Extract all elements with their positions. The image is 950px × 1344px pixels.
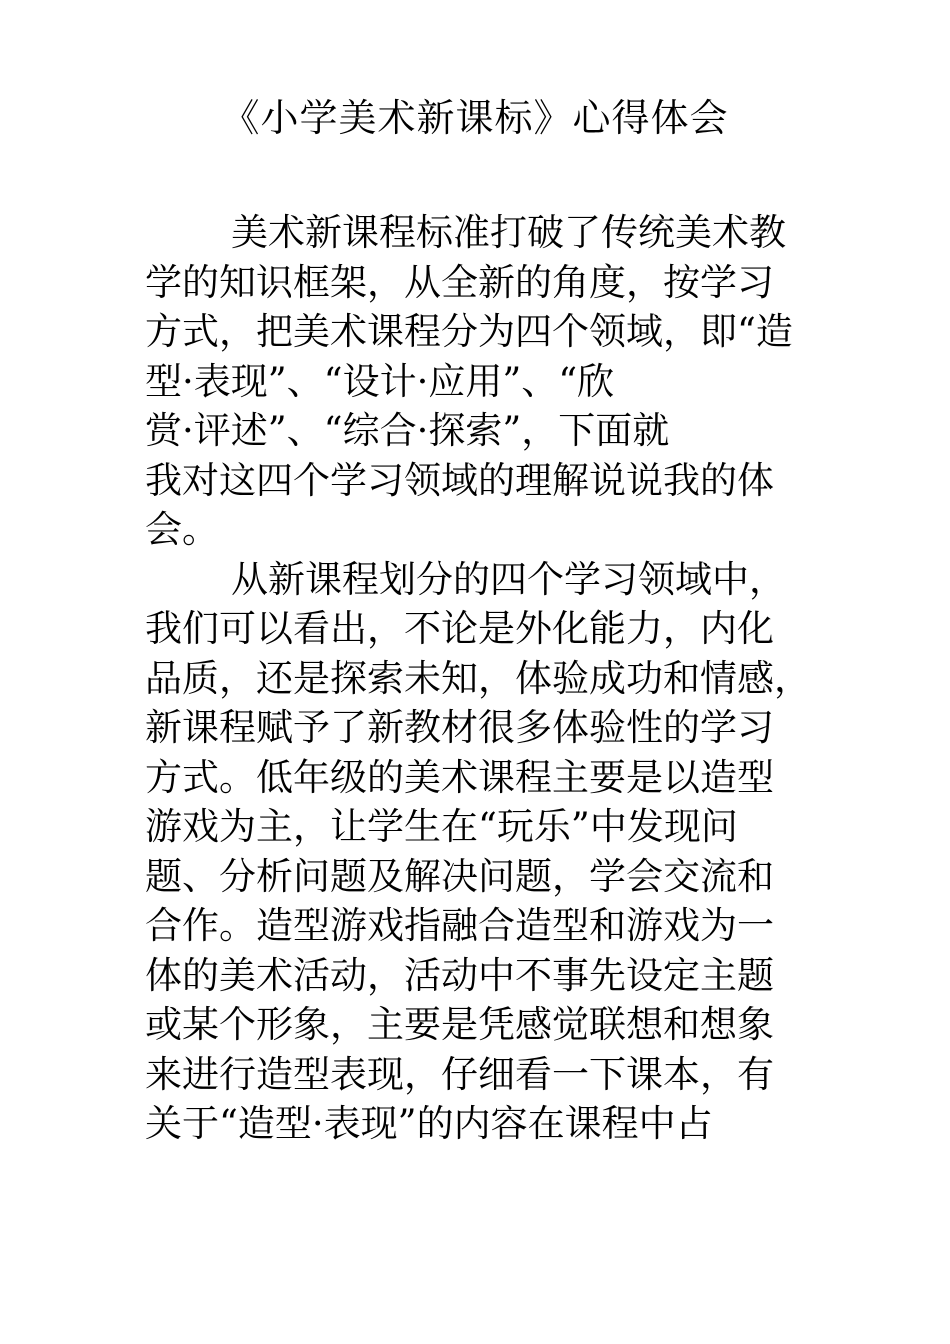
paragraph-line: 我对这四个学习领域的理解说说我的体: [145, 458, 774, 502]
paragraph-line: 学的知识框架，从全新的角度，按学习: [145, 260, 774, 304]
paragraph-1: [145, 208, 805, 555]
paragraph-line: 关于“造型·表现”的内容在课程中占: [145, 1102, 713, 1145]
paragraph-line: 合作。造型游戏指融合造型和游戏为一: [145, 904, 774, 947]
paragraph-line: 方式。低年级的美术课程主要是以造型: [145, 755, 774, 799]
paragraph-line: 品质，还是探索未知，体验成功和情感，: [145, 656, 811, 700]
paragraph-line: 赏·评述”、“综合·探索”，下面就: [145, 409, 670, 452]
paragraph-line: 会。: [145, 508, 219, 551]
paragraph-line: 从新课程划分的四个学习领域中，: [231, 557, 786, 601]
paragraph-line: 型·表现”、“设计·应用”、“欣: [145, 359, 615, 403]
paragraph-line: 题、分析问题及解决问题，学会交流和: [145, 854, 774, 898]
paragraph-line: 体的美术活动，活动中不事先设定主题: [145, 953, 774, 997]
paragraph-line: 来进行造型表现，仔细看一下课本，有: [145, 1052, 774, 1096]
paragraph-line: 方式，把美术课程分为四个领域，即“造: [145, 310, 793, 353]
document-body: [145, 208, 811, 1149]
paragraph-2: [145, 555, 811, 1149]
paragraph-line: 游戏为主，让学生在“玩乐”中发现问: [145, 805, 738, 848]
paragraph-line: 我们可以看出，不论是外化能力，内化: [145, 607, 774, 650]
paragraph-line: 或某个形象，主要是凭感觉联想和想象: [145, 1003, 774, 1046]
paragraph-line: 新课程赋予了新教材很多体验性的学习: [145, 706, 774, 749]
paragraph-line: 美术新课程标准打破了传统美术教: [231, 211, 786, 254]
document-title: 《小学美术新课标》心得体会: [221, 96, 729, 140]
